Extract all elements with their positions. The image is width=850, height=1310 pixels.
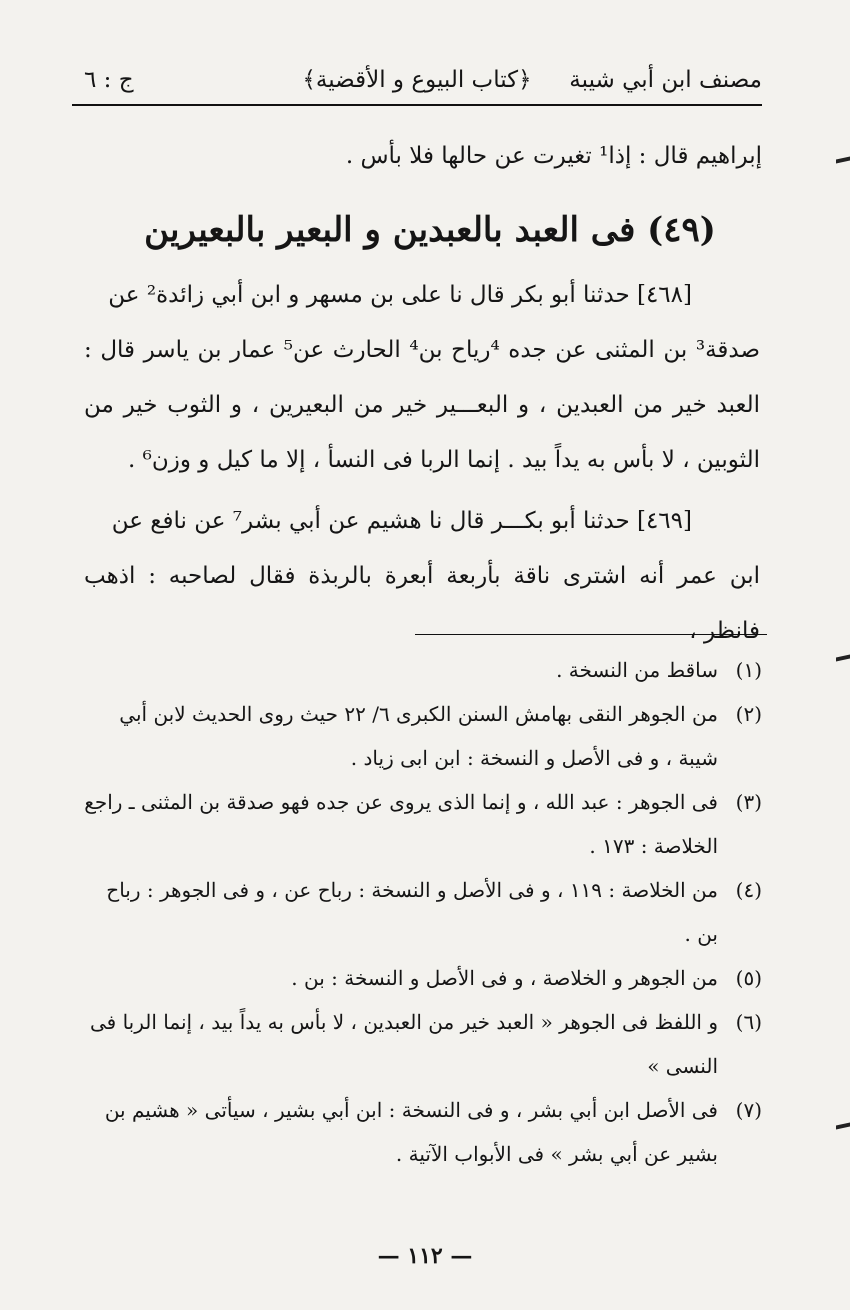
book-title: مصنف ابن أبي شيبة bbox=[569, 67, 762, 93]
footnote-number: (٢) bbox=[735, 702, 762, 726]
volume-number: ج : ٦ bbox=[84, 67, 134, 93]
footnote-text: فى الجوهر : عبد الله ، و إنما الذى يروى عن جده فهو صدقة بن المثنى ـ راجع الخلاصة : ١٧٣ . bbox=[84, 790, 718, 858]
footnote-number: (٧) bbox=[735, 1098, 762, 1122]
page-number: — ١١٢ — bbox=[377, 1243, 473, 1269]
footnote-text: فى الأصل ابن أبي بشر ، و فى النسخة : ابن أبي بشير ، سيأتى « هشيم بن بشير عن أبي بشر » فى الأبواب الآتية . bbox=[104, 1098, 718, 1166]
margin-mark bbox=[836, 1123, 850, 1130]
margin-mark bbox=[836, 655, 850, 662]
footnote-text: و اللفظ فى الجوهر « العبد خير من العبدين ، لا بأس به يداً بيد ، إنما الربا فى النسى » bbox=[90, 1010, 718, 1078]
footnote-number: (٦) bbox=[735, 1010, 762, 1034]
hadith-body: ابن عمر أنه اشترى ناقة بأربعة أبعرة بالربذة فقال لصاحبه : اذهب فانظر ، bbox=[84, 563, 760, 644]
footnote-text: من الخلاصة : ١١٩ ، و فى الأصل و النسخة : رباح عن ، و فى الجوهر : رباح بن . bbox=[106, 878, 718, 946]
footnote-1 bbox=[82, 648, 762, 692]
running-head bbox=[72, 58, 762, 102]
footnote-text: من الجوهر و الخلاصة ، و فى الأصل و النسخة : بن . bbox=[291, 966, 718, 990]
footnotes bbox=[82, 648, 762, 1176]
hadith-first-line: [٤٦٨] حدثنا أبو بكر قال نا على بن مسهر و ابن أبي زائدة² عن bbox=[108, 282, 692, 308]
footnote-6 bbox=[82, 1000, 762, 1088]
footnote-number: (١) bbox=[735, 658, 762, 682]
chapter-heading: (٤٩) فى العبد بالعبدين و البعير بالبعيرين bbox=[144, 210, 716, 250]
footnote-number: (٣) bbox=[735, 790, 762, 814]
section-title: ﴿كتاب البيوع و الأقضية﴾ bbox=[302, 67, 532, 93]
footnote-2 bbox=[82, 692, 762, 780]
footnote-text: ساقط من النسخة . bbox=[556, 658, 718, 682]
header-rule bbox=[72, 104, 762, 106]
footnote-number: (٤) bbox=[735, 878, 762, 902]
footnote-7 bbox=[82, 1088, 762, 1176]
footnote-number: (٥) bbox=[735, 966, 762, 990]
footnote-4 bbox=[82, 868, 762, 956]
footnote-5 bbox=[82, 956, 762, 1000]
hadith-body: صدقة³ بن المثنى عن جده ⁴رياح بن⁴ الحارث عن⁵ عمار بن ياسر قال : العبد خير من العبدين ، و البعـــير خير من البعيرين ، و الثوب خير من الثوبين ، لا بأس به يداً بيد . إنما الربا فى النسأ ، إلا ما كيل و وزن⁶ . bbox=[84, 337, 760, 473]
footnote-rule bbox=[415, 634, 767, 635]
continuation-text: إبراهيم قال : إذا¹ تغيرت عن حالها فلا بأس . bbox=[345, 143, 762, 169]
footnote-text: من الجوهر النقى بهامش السنن الكبرى ٦/ ٢٢ حيث روى الحديث لابن أبي شيبة ، و فى الأصل و النسخة : ابن ابى زياد . bbox=[119, 702, 718, 770]
footnote-3 bbox=[82, 780, 762, 868]
margin-mark bbox=[836, 157, 850, 164]
hadith-first-line: [٤٦٩] حدثنا أبو بكـــر قال نا هشيم عن أبي بشر⁷ عن نافع عن bbox=[111, 508, 692, 534]
hadith-468 bbox=[84, 268, 760, 488]
main-text bbox=[84, 268, 760, 665]
